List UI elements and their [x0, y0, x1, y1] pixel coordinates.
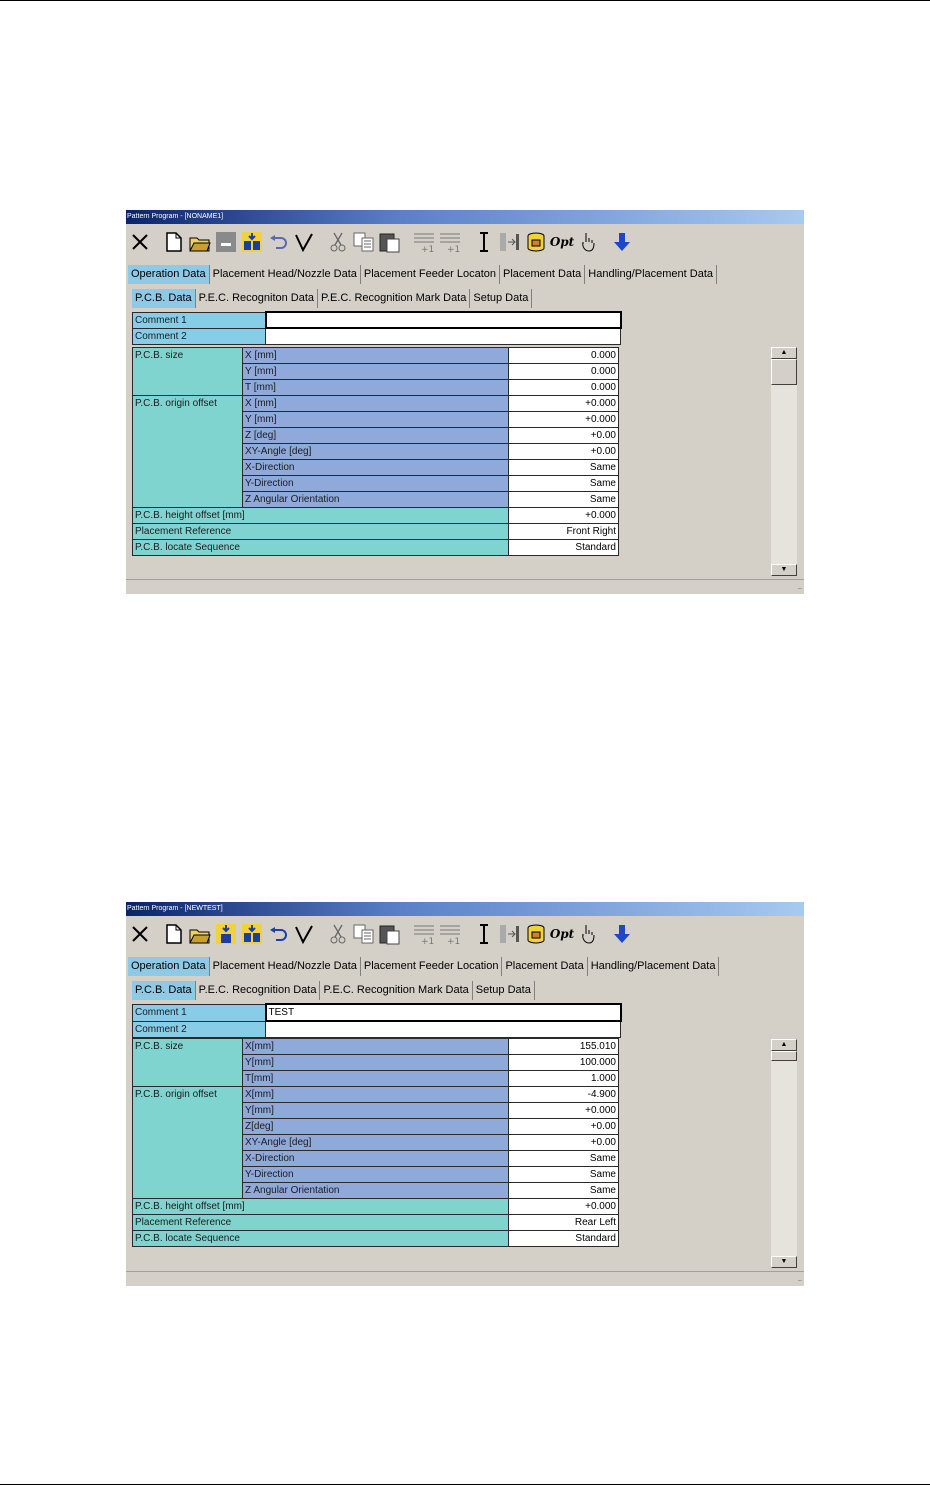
- origin-x-value[interactable]: +0.000: [509, 396, 619, 412]
- table-row: [133, 508, 619, 524]
- check-button[interactable]: [292, 922, 316, 946]
- origin-z-orientation-value[interactable]: Same: [509, 492, 619, 508]
- origin-x-direction-label: X-Direction: [243, 1151, 509, 1167]
- origin-y-value[interactable]: +0.000: [509, 1103, 619, 1119]
- tab-pec-recognition-data[interactable]: P.E.C. Recogniton Data: [196, 289, 318, 308]
- locate-sequence-value[interactable]: Standard: [509, 540, 619, 556]
- cut-button[interactable]: [326, 230, 350, 254]
- check-button[interactable]: [292, 230, 316, 254]
- tab-operation-data[interactable]: Operation Data: [128, 265, 210, 284]
- save-all-icon: [241, 231, 263, 253]
- save-all-button[interactable]: [240, 230, 264, 254]
- database-button[interactable]: [524, 230, 548, 254]
- jump-button[interactable]: [498, 922, 522, 946]
- scissors-icon: [330, 924, 346, 944]
- table-row: [133, 312, 621, 328]
- locate-sequence-label: P.C.B. locate Sequence: [133, 1231, 509, 1247]
- svg-text:+1: +1: [421, 937, 435, 945]
- tab-handling-placement-data[interactable]: Handling/Placement Data: [585, 265, 717, 284]
- save-all-button[interactable]: [240, 922, 264, 946]
- tab-handling-placement-data[interactable]: Handling/Placement Data: [588, 957, 720, 976]
- table-row: [133, 1039, 619, 1055]
- table-row: [133, 540, 619, 556]
- origin-y-label: Y [mm]: [243, 412, 509, 428]
- origin-xy-angle-value[interactable]: +0.00: [509, 1135, 619, 1151]
- open-file-button[interactable]: [188, 922, 212, 946]
- page-bottom-rule: [0, 1484, 930, 1485]
- append-row-icon: [439, 231, 461, 253]
- origin-x-label: X[mm]: [243, 1087, 509, 1103]
- origin-y-direction-value[interactable]: Same: [509, 476, 619, 492]
- placement-reference-label: Placement Reference: [133, 1215, 509, 1231]
- window-title: Pattern Program - [NONAME1]: [126, 210, 804, 224]
- tab-setup-data[interactable]: Setup Data: [473, 981, 535, 1000]
- svg-text:+1: +1: [421, 245, 435, 253]
- pcb-settings-table: [132, 1038, 619, 1247]
- database-icon: [525, 231, 547, 253]
- origin-x-label: X [mm]: [243, 396, 509, 412]
- scissors-icon: [330, 232, 346, 252]
- save-disk-icon: [215, 923, 237, 945]
- page-top-rule: [0, 0, 930, 1]
- svg-text:+1: +1: [447, 937, 461, 945]
- download-button[interactable]: [610, 922, 634, 946]
- table-row: [133, 1021, 621, 1037]
- comment-table: [132, 1003, 622, 1038]
- tab-placement-data[interactable]: Placement Data: [500, 265, 585, 284]
- table-row: [133, 1215, 619, 1231]
- pattern-program-window: [126, 210, 804, 594]
- open-folder-icon: [189, 924, 211, 944]
- hand-pointer-button[interactable]: [576, 922, 600, 946]
- vertical-scrollbar[interactable]: [771, 347, 797, 576]
- svg-text:+1: +1: [447, 245, 461, 253]
- paste-icon: [379, 231, 401, 253]
- resize-grip-icon[interactable]: −: [797, 584, 802, 593]
- close-program-button[interactable]: [128, 922, 152, 946]
- insert-row-button[interactable]: [412, 922, 436, 946]
- locate-sequence-value[interactable]: Standard: [509, 1231, 619, 1247]
- tab-pcb-data[interactable]: P.C.B. Data: [132, 289, 196, 308]
- placement-reference-value[interactable]: Rear Left: [509, 1215, 619, 1231]
- scroll-thumb[interactable]: [771, 359, 797, 385]
- comment2-field[interactable]: [266, 1021, 621, 1037]
- table-row: [133, 396, 619, 412]
- tab-pec-recognition-mark-data[interactable]: P.E.C. Recognition Mark Data: [320, 981, 472, 1000]
- undo-icon: [268, 926, 288, 942]
- origin-x-direction-value[interactable]: Same: [509, 460, 619, 476]
- pcb-size-t-value[interactable]: 0.000: [509, 380, 619, 396]
- pcb-data-panel: [132, 310, 772, 578]
- pcb-size-y-value[interactable]: 100.000: [509, 1055, 619, 1071]
- height-offset-value[interactable]: +0.000: [509, 508, 619, 524]
- hand-pointer-button[interactable]: [576, 230, 600, 254]
- origin-z-value[interactable]: +0.00: [509, 1119, 619, 1135]
- options-button[interactable]: [550, 230, 574, 254]
- options-button[interactable]: [550, 922, 574, 946]
- copy-icon: [353, 232, 375, 252]
- tab-pec-recognition-data[interactable]: P.E.C. Recognition Data: [196, 981, 321, 1000]
- tab-operation-data[interactable]: Operation Data: [128, 957, 210, 976]
- pcb-size-x-value[interactable]: 155.010: [509, 1039, 619, 1055]
- copy-button[interactable]: [352, 230, 376, 254]
- pattern-program-window: [126, 902, 804, 1286]
- tab-pec-recognition-mark-data[interactable]: P.E.C. Recognition Mark Data: [318, 289, 470, 308]
- sub-tabs: [132, 286, 532, 308]
- append-row-icon: [439, 923, 461, 945]
- append-row-button[interactable]: [438, 922, 462, 946]
- comment2-label: Comment 2: [133, 1021, 266, 1037]
- pcb-size-y-value[interactable]: 0.000: [509, 364, 619, 380]
- tab-placement-head-nozzle-data[interactable]: Placement Head/Nozzle Data: [210, 265, 361, 284]
- resize-grip-icon[interactable]: −: [797, 1276, 802, 1285]
- jump-to-end-icon: [499, 232, 521, 252]
- locate-sequence-label: P.C.B. locate Sequence: [133, 540, 509, 556]
- new-document-icon: [165, 232, 183, 252]
- save-disk-icon: [215, 231, 237, 253]
- table-row: [133, 1231, 619, 1247]
- down-arrow-icon: [613, 924, 631, 944]
- placement-reference-value[interactable]: Front Right: [509, 524, 619, 540]
- height-offset-value[interactable]: +0.000: [509, 1199, 619, 1215]
- origin-y-value[interactable]: +0.000: [509, 412, 619, 428]
- status-bar: [126, 1271, 804, 1286]
- new-document-icon: [165, 924, 183, 944]
- table-row: [133, 1199, 619, 1215]
- origin-xy-angle-value[interactable]: +0.00: [509, 444, 619, 460]
- jump-to-end-icon: [499, 924, 521, 944]
- tab-placement-feeder-location[interactable]: Placement Feeder Location: [361, 957, 503, 976]
- undo-icon: [268, 234, 288, 250]
- toolbar: [128, 918, 802, 950]
- origin-y-direction-label: Y-Direction: [243, 1167, 509, 1183]
- pcb-settings-table: [132, 347, 619, 556]
- table-row: [133, 524, 619, 540]
- paste-icon: [379, 923, 401, 945]
- text-cursor-icon: [478, 231, 490, 253]
- scroll-thumb[interactable]: [771, 1051, 797, 1061]
- comment1-label: Comment 1: [133, 1004, 266, 1021]
- save-button[interactable]: [214, 922, 238, 946]
- text-cursor-button[interactable]: [472, 230, 496, 254]
- down-arrow-icon: [613, 232, 631, 252]
- insert-row-icon: [413, 923, 435, 945]
- origin-xy-angle-label: XY-Angle [deg]: [243, 444, 509, 460]
- pcb-size-x-label: X [mm]: [243, 348, 509, 364]
- height-offset-label: P.C.B. height offset [mm]: [133, 508, 509, 524]
- table-row: [133, 1087, 619, 1103]
- undo-button[interactable]: [266, 922, 290, 946]
- paste-button[interactable]: [378, 922, 402, 946]
- copy-icon: [353, 924, 375, 944]
- origin-xy-angle-label: XY-Angle [deg]: [243, 1135, 509, 1151]
- tab-pcb-data[interactable]: P.C.B. Data: [132, 981, 196, 1000]
- pcb-size-t-value[interactable]: 1.000: [509, 1071, 619, 1087]
- text-cursor-icon: [478, 923, 490, 945]
- x-icon: [130, 924, 150, 944]
- database-icon: [525, 923, 547, 945]
- text-cursor-button[interactable]: [472, 922, 496, 946]
- origin-y-direction-value[interactable]: Same: [509, 1167, 619, 1183]
- scroll-down-button[interactable]: ▼: [771, 1256, 797, 1268]
- table-row: [133, 348, 619, 364]
- table-row: [133, 328, 621, 344]
- window-title: Pattern Program - [NEWTEST]: [126, 902, 804, 916]
- vertical-scrollbar[interactable]: [771, 1039, 797, 1268]
- origin-z-label: Z[deg]: [243, 1119, 509, 1135]
- insert-row-button[interactable]: [412, 230, 436, 254]
- pcb-size-x-label: X[mm]: [243, 1039, 509, 1055]
- scroll-up-button[interactable]: ▲: [771, 1039, 797, 1051]
- origin-offset-label: P.C.B. origin offset: [133, 396, 243, 508]
- comment1-label: Comment 1: [133, 312, 266, 328]
- pcb-size-label: P.C.B. size: [133, 1039, 243, 1087]
- origin-x-value[interactable]: -4.900: [509, 1087, 619, 1103]
- copy-button[interactable]: [352, 922, 376, 946]
- tab-placement-data[interactable]: Placement Data: [502, 957, 587, 976]
- x-icon: [130, 232, 150, 252]
- scroll-up-button[interactable]: ▲: [771, 347, 797, 359]
- origin-z-orientation-label: Z Angular Orientation: [243, 1183, 509, 1199]
- insert-row-icon: [413, 231, 435, 253]
- append-row-button[interactable]: [438, 230, 462, 254]
- pcb-size-t-label: T [mm]: [243, 380, 509, 396]
- pcb-size-t-label: T[mm]: [243, 1071, 509, 1087]
- check-icon: [294, 924, 314, 944]
- comment2-field[interactable]: [266, 328, 621, 344]
- tab-placement-feeder-location[interactable]: Placement Feeder Locaton: [361, 265, 500, 284]
- main-tabs: [128, 262, 717, 284]
- origin-z-label: Z [deg]: [243, 428, 509, 444]
- main-tabs: [128, 954, 719, 976]
- hand-pointer-icon: [579, 923, 597, 945]
- height-offset-label: P.C.B. height offset [mm]: [133, 1199, 509, 1215]
- scroll-down-button[interactable]: ▼: [771, 564, 797, 576]
- origin-z-orientation-value[interactable]: Same: [509, 1183, 619, 1199]
- tab-placement-head-nozzle-data[interactable]: Placement Head/Nozzle Data: [210, 957, 361, 976]
- save-all-icon: [241, 923, 263, 945]
- new-file-button[interactable]: [162, 230, 186, 254]
- origin-x-direction-value[interactable]: Same: [509, 1151, 619, 1167]
- comment-table: [132, 311, 622, 345]
- origin-offset-label: P.C.B. origin offset: [133, 1087, 243, 1199]
- undo-button[interactable]: [266, 230, 290, 254]
- check-icon: [294, 232, 314, 252]
- origin-y-label: Y[mm]: [243, 1103, 509, 1119]
- cut-button[interactable]: [326, 922, 350, 946]
- hand-pointer-icon: [579, 231, 597, 253]
- placement-reference-label: Placement Reference: [133, 524, 509, 540]
- status-bar: [126, 579, 804, 594]
- comment1-field[interactable]: [266, 312, 621, 328]
- new-file-button[interactable]: [162, 922, 186, 946]
- origin-z-value[interactable]: +0.00: [509, 428, 619, 444]
- open-folder-icon: [189, 232, 211, 252]
- jump-button[interactable]: [498, 230, 522, 254]
- close-program-button[interactable]: [128, 230, 152, 254]
- open-file-button[interactable]: [188, 230, 212, 254]
- tab-setup-data[interactable]: Setup Data: [470, 289, 532, 308]
- toolbar: [128, 226, 802, 258]
- opt-label: Opt: [549, 927, 575, 941]
- comment2-label: Comment 2: [133, 328, 266, 344]
- pcb-size-label: P.C.B. size: [133, 348, 243, 396]
- paste-button[interactable]: [378, 230, 402, 254]
- origin-y-direction-label: Y-Direction: [243, 476, 509, 492]
- table-row: [133, 1004, 621, 1021]
- database-button[interactable]: [524, 922, 548, 946]
- origin-z-orientation-label: Z Angular Orientation: [243, 492, 509, 508]
- pcb-size-y-label: Y [mm]: [243, 364, 509, 380]
- download-button[interactable]: [610, 230, 634, 254]
- pcb-size-y-label: Y[mm]: [243, 1055, 509, 1071]
- pcb-size-x-value[interactable]: 0.000: [509, 348, 619, 364]
- pcb-data-panel: [132, 1002, 772, 1270]
- origin-x-direction-label: X-Direction: [243, 460, 509, 476]
- save-button[interactable]: [214, 230, 238, 254]
- sub-tabs: [132, 978, 535, 1000]
- comment1-field[interactable]: TEST: [266, 1004, 621, 1021]
- opt-label: Opt: [549, 235, 575, 249]
